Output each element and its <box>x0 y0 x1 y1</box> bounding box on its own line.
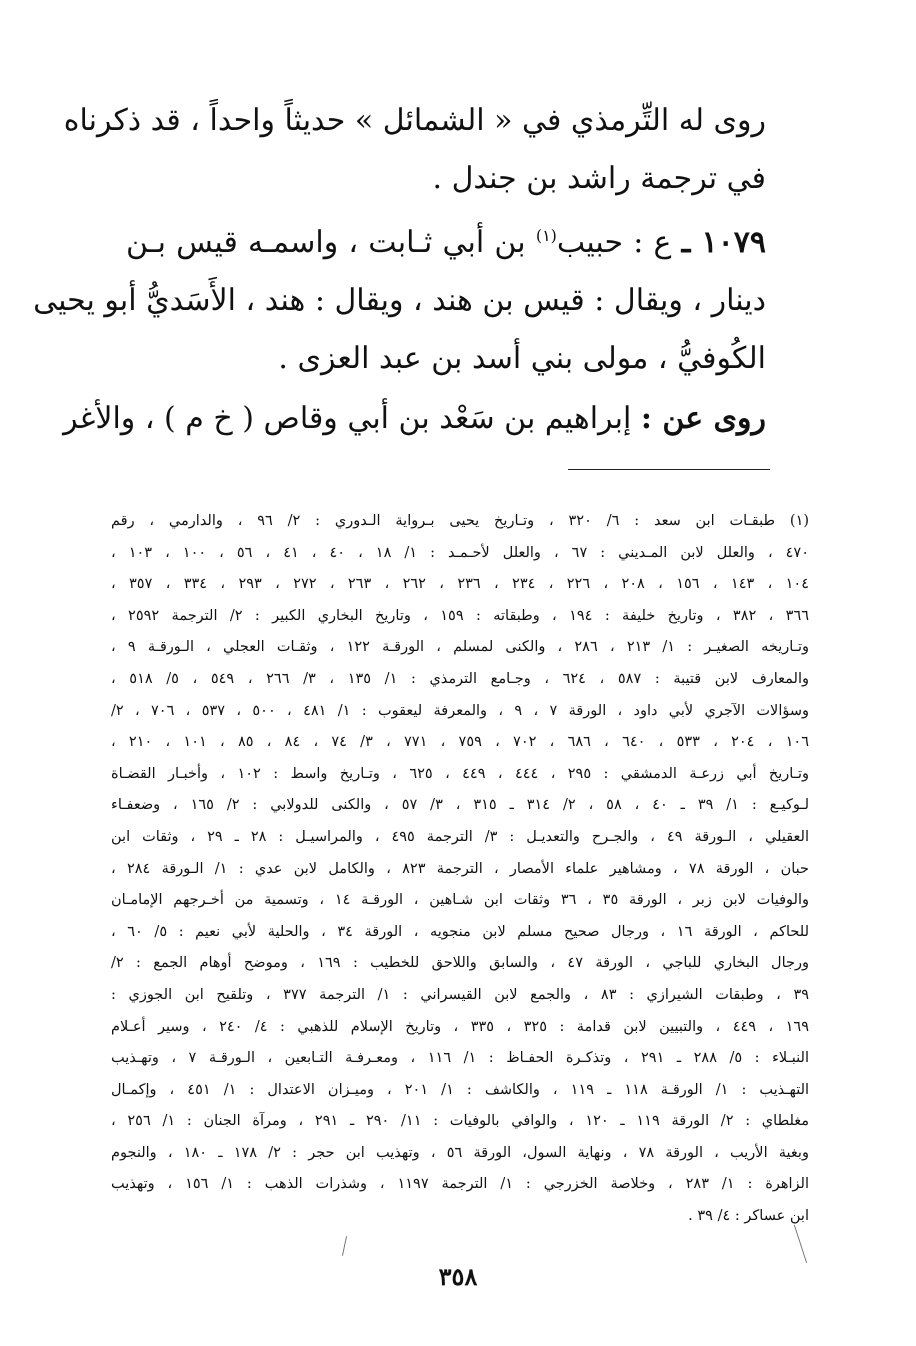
footnote-line: ١٠٦ ، ٢٠٤ ، ٥٣٣ ، ٦٤٠ ، ٦٨٦ ، ٧٠٢ ، ٧٥٩ ، ٧٧١ ، ٣/ ٧٤ ، ٨٤ ، ٨٥ ، ١٠١ ، ٢١٠ ، <box>111 734 809 751</box>
footnote-separator <box>568 469 770 470</box>
rawa-text: إبراهيم بن سَعْد بن أبي وقاص ( خ م ) ، والأغر <box>63 401 641 436</box>
narrated-from-line <box>63 390 766 448</box>
footnote-line: لـوكيـع : ١/ ٣٩ ـ ٤٠ ، ٥٨ ، ٢/ ٣١٤ ـ ٣١٥ ، ٣/ ٥٧ ، والكنى للدولابي : ٢/ ١٦٥ ، وضعفـاء <box>111 797 809 814</box>
footnote-line: والوفيات لابن زبر ، الورقة ٣٥ ، ٣٦ وثقات ابن شـاهين ، الورقـة ١٤ ، وتسمية من أخـرجهم الإمامـان <box>111 892 809 909</box>
footnote-line: ٤٧٠ ، والعلل لابن المـديني : ٦٧ ، والعلل لأحـمـد : ١/ ١٨ ، ٤٠ ، ٤١ ، ٥٦ ، ١٠٠ ، ١٠٣ ، <box>111 544 809 561</box>
footnote-line: ١٦٩ ، ٤٤٩ ، والتبيين لابن قدامة : ٣٢٥ ، ٣٣٥ ، وتاريخ الإسلام للذهبي : ٤/ ٢٤٠ ، وسير أعـلام <box>111 1018 809 1035</box>
footnote-line: مغلطاي : ٢/ الورقة ١١٩ ـ ١٢٠ ، والوافي بالوفيات : ١١/ ٢٩٠ ـ ٢٩١ ، ومرآة الجنان : ١/ ٢٥٦ ، <box>111 1113 809 1130</box>
footnote-line: وبغية الأريب ، الورقة ٧٨ ، ونهاية السول، الورقة ٥٦ ، وتهذيب ابن حجر : ٢/ ١٧٨ ـ ١٨٠ ، والنجوم <box>111 1144 809 1161</box>
footnote-line: وسؤالات الآجري لأبي داود ، الورقة ٧ ، ٩ ، والمعرفة ليعقوب : ١/ ٤٨١ ، ٥٠٠ ، ٥٣٧ ، ٧٠٦ ، ٢/ <box>111 702 809 719</box>
footnotes <box>111 506 809 1233</box>
entry-name-cont: بن أبي ثـابت ، واسمـه قيس بـن <box>126 225 536 260</box>
main-line: الكُوفيُّ ، مولى بني أسد بن عبد العزى . <box>278 341 766 376</box>
footnote-line: وتـاريخه الصغيـر : ١/ ٢١٣ ، ٢٨٦ ، والكنى لمسلم ، الورقـة ١٢٢ ، وثقـات العجلي ، الـورقـة ٩ ، <box>111 639 809 656</box>
footnote-line: ٣٩ ، وطبقات الشيرازي : ٨٣ ، والجمع لابن القيسراني : ١/ الترجمة ٣٧٧ ، وتلقيح ابن الجوزي : <box>111 986 809 1003</box>
entry-first-line <box>126 214 766 272</box>
footnote-line: النبـلاء : ٥/ ٢٨٨ ـ ٢٩١ ، وتذكـرة الحفـاظ : ١/ ١١٦ ، ومعـرفـة التـابعين ، الـورقـة ٧ ، وتهـذيب <box>111 1050 809 1067</box>
footnote-line: العقيلي ، الـورقة ٤٩ ، والجـرح والتعديـل : ٣/ الترجمة ٤٩٥ ، والمراسيـل : ٢٨ ـ ٢٩ ، وثقات ابن <box>111 828 809 845</box>
footnote-line: الزاهرة : ١/ ٢٨٣ ، وخلاصة الخزرجي : ١/ الترجمة ١١٩٧ ، وشذرات الذهب : ١/ ١٥٦ ، وتهذيب <box>111 1176 809 1193</box>
paragraph-tirmidhi-note <box>63 92 766 208</box>
footnote-line: (١) طبقـات ابن سعد : ٦/ ٣٢٠ ، وتـاريخ يحيى بـرواية الـدوري : ٢/ ٩٦ ، والدارمي ، رقم <box>111 513 809 529</box>
entry-name: ع : حبيب <box>556 225 672 260</box>
rawa-label: روى عن : <box>640 401 766 436</box>
footnote-line: ٣٦٦ ، ٣٨٢ ، وتاريخ خليفة : ١٩٤ ، وطبقاته : ١٥٩ ، وتاريخ البخاري الكبير : ٢/ الترجمة ٢٥٩٢ ، <box>111 607 809 624</box>
entry-header-habib <box>33 214 766 388</box>
narrated-from-paragraph <box>63 390 766 448</box>
footnote-ref: (١) <box>535 226 557 245</box>
footnote-line: ابن عساكر : ٤/ ٣٩ . <box>688 1208 809 1225</box>
main-line: في ترجمة راشد بن جندل . <box>432 161 766 196</box>
page-number: ٣٥٨ <box>438 1262 478 1291</box>
main-line: دينار ، ويقال : قيس بن هند ، ويقال : هند ، الأَسَديُّ أبو يحيى <box>33 283 766 318</box>
footnote-line: التهـذيب : ١/ الورقـة ١١٨ ـ ١١٩ ، والكاشف : ١/ ٢٠١ ، وميـزان الاعتدال : ١/ ٤٥١ ، وإكمـال <box>111 1081 809 1098</box>
footnote-line: وتـاريخ أبي زرعـة الدمشقي : ٢٩٥ ، ٤٤٤ ، ٤٤٩ ، ٦٢٥ ، وتـاريخ واسط : ١٠٢ ، وأخبـار القضـاة <box>111 765 809 782</box>
footnote-line: للحاكم ، الورقة ١٦ ، ورجال صحيح مسلم لابن منجويه ، الورقة ٣٤ ، والحلية لأبي نعيم : ٥/ ٦٠ ، <box>111 923 809 940</box>
footnote-line: حبان ، الورقة ٧٨ ، ومشاهير علماء الأمصار ، الترجمة ٨٢٣ ، والكامل لابن عدي : ١/ الـورقة ٢٨٤ ، <box>111 860 809 877</box>
footnote-line: ١٠٤ ، ١٤٣ ، ١٥٦ ، ٢٠٨ ، ٢٢٦ ، ٢٣٤ ، ٢٣٦ ، ٢٦٢ ، ٢٦٣ ، ٢٧٢ ، ٢٩٣ ، ٣٣٤ ، ٣٥٧ ، <box>111 576 809 593</box>
scan-mark <box>342 1236 347 1256</box>
footnote-line: ورجال البخاري للباجي ، الورقة ٤٧ ، والسابق واللاحق للخطيب : ١٦٩ ، وموضح أوهام الجمع : ٢/ <box>111 955 809 972</box>
entry-number: ١٠٧٩ ـ <box>681 225 766 260</box>
footnote-line: والمعارف لابن قتيبة : ٥٨٧ ، ٦٢٤ ، وجـامع الترمذي : ١/ ١٣٥ ، ٣/ ٢٦٦ ، ٥٤٩ ، ٥/ ٥١٨ ، <box>111 670 809 687</box>
main-line: روى له التِّرمذي في « الشمائل » حديثاً واحداً ، قد ذكرناه <box>63 103 766 138</box>
